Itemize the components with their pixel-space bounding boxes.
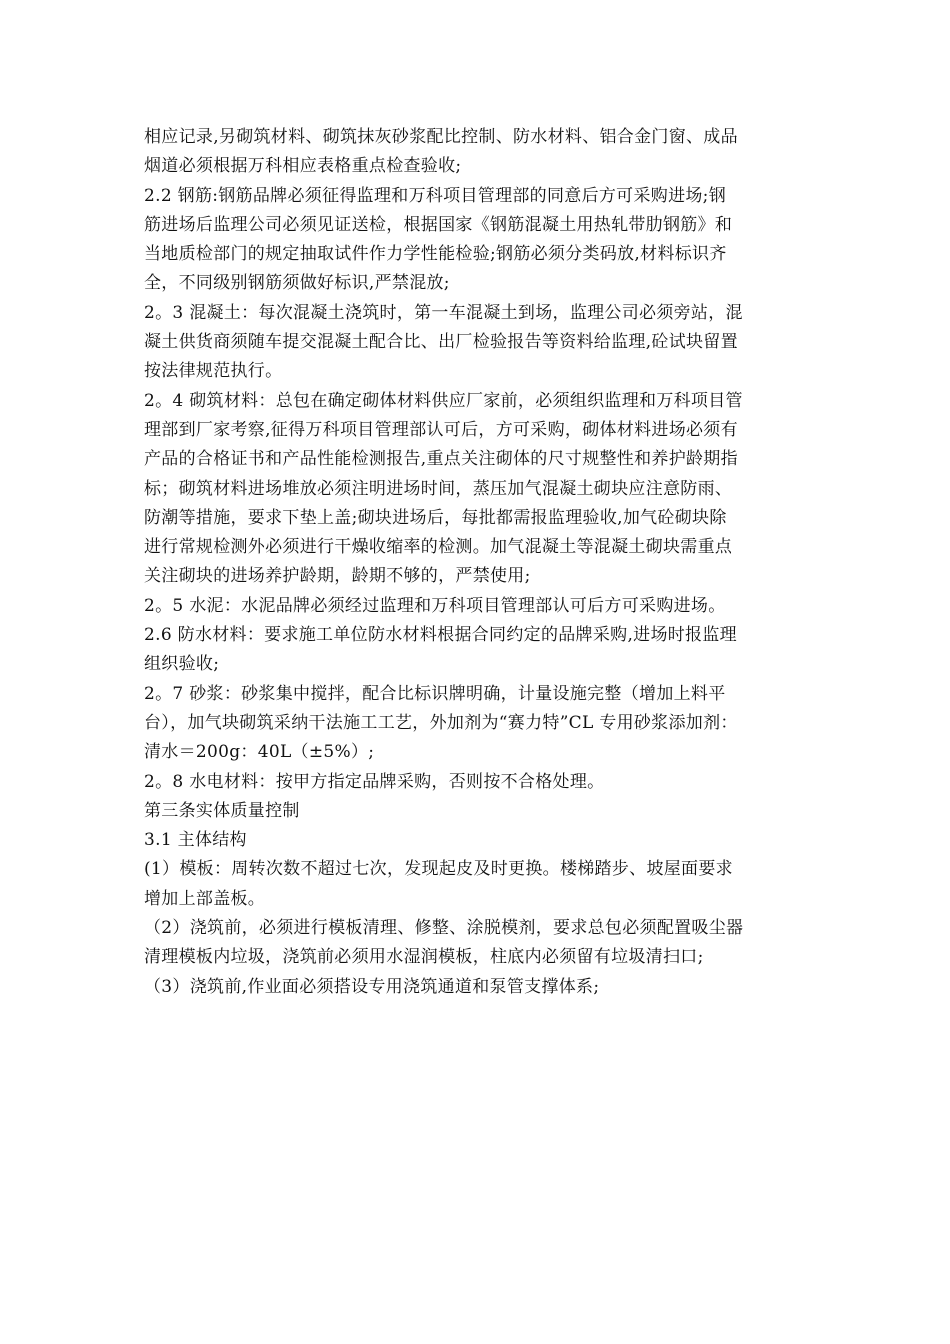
text-line: 增加上部盖板。 xyxy=(144,888,266,909)
text-line: 理部到厂家考察,征得万科项目管理部认可后，方可采购，砌体材料进场必须有 xyxy=(144,419,738,440)
text-line: 2。8 水电材料：按甲方指定品牌采购，否则按不合格处理。 xyxy=(144,771,605,792)
text-line: 2。5 水泥：水泥品牌必须经过监理和万科项目管理部认可后方可采购进场。 xyxy=(144,595,726,616)
text-line: 标；砌筑材料进场堆放必须注明进场时间，蒸压加气混凝土砌块应注意防雨、 xyxy=(144,478,733,499)
text-line: 关注砌块的进场养护龄期，龄期不够的，严禁使用; xyxy=(144,566,531,587)
text-line: 产品的合格证书和产品性能检测报告,重点关注砌体的尺寸规整性和养护龄期指 xyxy=(144,449,738,470)
text-line: 2.6 防水材料：要求施工单位防水材料根据合同约定的品牌采购,进场时报监理 xyxy=(144,625,737,646)
text-line: 2。7 砂浆：砂浆集中搅拌，配合比标识牌明确，计量设施完整（增加上料平 xyxy=(144,683,726,704)
text-line: 组织验收; xyxy=(144,654,220,675)
text-line: 当地质检部门的规定抽取试件作力学性能检验;钢筋必须分类码放,材料标识齐 xyxy=(144,244,727,265)
document-body xyxy=(144,123,814,1002)
text-line: （3）浇筑前,作业面必须搭设专用浇筑通道和泵管支撑体系; xyxy=(144,976,600,997)
text-line: 清理模板内垃圾，浇筑前必须用水湿润模板，柱底内必须留有垃圾清扫口; xyxy=(144,947,704,968)
text-line: 相应记录,另砌筑材料、砌筑抹灰砂浆配比控制、防水材料、铝合金门窗、成品 xyxy=(144,127,738,147)
text-line: 防潮等措施，要求下垫上盖;砌块进场后，每批都需报监理验收,加气砼砌块除 xyxy=(144,507,727,528)
text-line: 清水＝200g：40L（±5%）; xyxy=(144,742,375,763)
text-line: 2。3 混凝土：每次混凝土浇筑时，第一车混凝土到场，监理公司必须旁站，混 xyxy=(144,302,743,323)
text-line: 2.2 钢筋:钢筋品牌必须征得监理和万科项目管理部的同意后方可采购进场;钢 xyxy=(144,185,726,206)
text-line: (1）模板：周转次数不超过七次，发现起皮及时更换。楼梯踏步、坡屋面要求 xyxy=(144,859,733,880)
subsection-heading: 3.1 主体结构 xyxy=(144,830,247,851)
text-line: 台），加气块砌筑采纳干法施工工艺，外加剂为“赛力特”CL 专用砂浆添加剂： xyxy=(144,712,738,733)
section-heading: 第三条实体质量控制 xyxy=(144,800,300,821)
text-line: 烟道必须根据万科相应表格重点检查验收; xyxy=(144,156,462,177)
text-line: 凝土供货商须随车提交混凝土配合比、出厂检验报告等资料给监理,砼试块留置 xyxy=(144,332,738,353)
text-line: 进行常规检测外必须进行干燥收缩率的检测。加气混凝土等混凝土砌块需重点 xyxy=(144,537,733,558)
text-line: （2）浇筑前，必须进行模板清理、修整、涂脱模剂，要求总包必须配置吸尘器 xyxy=(144,918,744,939)
text-line: 2。4 砌筑材料：总包在确定砌体材料供应厂家前，必须组织监理和万科项目管 xyxy=(144,390,743,411)
text-line: 筋进场后监理公司必须见证送检，根据国家《钢筋混凝土用热轧带肋钢筋》和 xyxy=(144,214,733,235)
text-line: 全，不同级别钢筋须做好标识,严禁混放; xyxy=(144,273,450,294)
text-line: 按法律规范执行。 xyxy=(144,361,283,382)
